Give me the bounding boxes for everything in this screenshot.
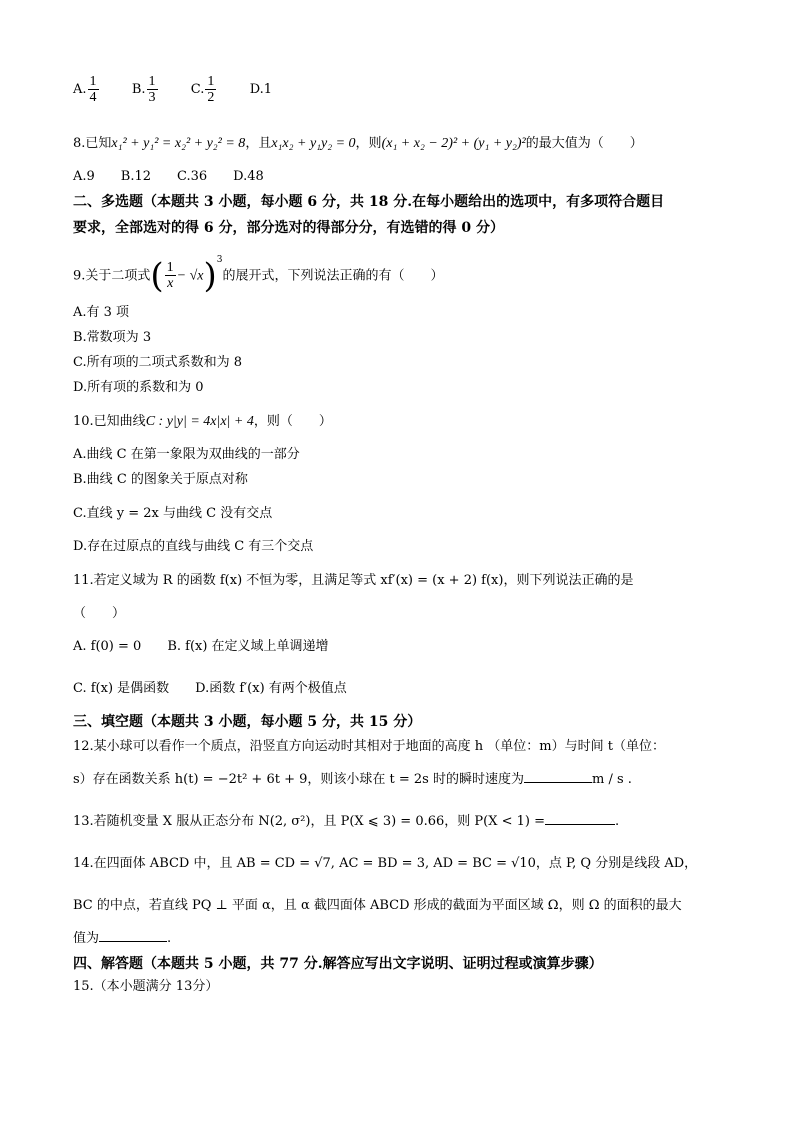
q9-suffix: 的展开式，下列说法正确的有（ ）	[222, 268, 444, 284]
q10-option-a: A.曲线 C 在第一象限为双曲线的一部分	[73, 447, 300, 462]
q9-option-b: B.常数项为 3	[73, 330, 152, 345]
q8-mid-2: ，则	[355, 136, 382, 151]
q11-option-b: B. f(x) 在定义域上单调递增	[167, 639, 329, 654]
q9-stem	[73, 252, 444, 296]
section-2-heading-line-2: 要求，全部选对的得 6 分，部分选对的得部分分，有选错的得 0 分）	[73, 220, 504, 236]
q10-option-b: B.曲线 C 的图象关于原点对称	[73, 472, 248, 487]
q7-option-a-fraction: $\frac{1}{4}$	[89, 74, 97, 105]
q8-expression: (x₁ + x₂ − 2)² + (y₁ + y₂)²	[381, 136, 526, 151]
q15-heading: 15.（本小题满分 13分）	[73, 979, 219, 994]
q12-answer-blank[interactable]	[524, 782, 592, 783]
q11-option-c: C. f(x) 是偶函数	[73, 681, 170, 696]
q11-options-cd	[73, 680, 347, 698]
q14-stem-line-1: 14.在四面体 ABCD 中，且 AB = CD = √7, AC = BD = 3, AD = BC = √10，点 P, Q 分别是线段 AD，	[73, 856, 698, 871]
q14-stem-line-2: BC 的中点，若直线 PQ ⊥ 平面 α，且 α 截四面体 ABCD 形成的截面为平面区域 Ω，则 Ω 的面积的最大	[73, 898, 682, 913]
q10-option-d: D.存在过原点的直线与曲线 C 有三个交点	[73, 539, 314, 554]
q9-option-a: A.有 3 项	[73, 305, 130, 320]
q8-prefix: 8.已知	[73, 136, 112, 151]
q12-stem-line-1: 12.某小球可以看作一个质点，沿竖直方向运动时其相对于地面的高度 h （单位：m）与时间 t（单位：	[73, 739, 665, 754]
q12-unit: m / s .	[591, 772, 632, 787]
section-2-heading-line-1: 二、多选题（本题共 3 小题，每小题 6 分，共 18 分.在每小题给出的选项中，有多项符合题目	[73, 194, 665, 210]
q9-minus-root: − √x	[176, 268, 204, 284]
q9-fraction: $\frac{1}{x}$	[166, 260, 174, 292]
q7-option-b-fraction: $\frac{1}{3}$	[148, 74, 156, 105]
section-4-heading: 四、解答题（本题共 5 小题，共 77 分.解答应写出文字说明、证明过程或演算步骤）	[73, 956, 603, 972]
q13-period: .	[615, 814, 620, 829]
q8-condition-2: x₁x₂ + y₁y₂ = 0	[271, 136, 356, 151]
q10-curve: C : y|y| = 4x|x| + 4	[145, 414, 254, 429]
q13-text: 13.若随机变量 X 服从正态分布 N(2, σ²)，且 P(X ⩽ 3) = 0.66，则 P(X < 1) =	[73, 814, 546, 829]
q12-line-2-text: s）存在函数关系 h(t) = −2t² + 6t + 9，则该小球在 t = 2s 时的瞬时速度为	[73, 772, 524, 787]
q11-stem-line-1: 11.若定义域为 R 的函数 f(x) 不恒为零，且满足等式 xf′(x) = (x + 2) f(x)，则下列说法正确的是	[73, 573, 634, 588]
q7-option-d: D.1	[249, 82, 273, 97]
q9-right-paren: )	[203, 255, 217, 296]
q10-suffix: ，则（ ）	[253, 414, 332, 429]
section-3-heading: 三、填空题（本题共 3 小题，每小题 5 分，共 15 分）	[73, 714, 422, 730]
q8-condition-1: x₁² + y₁² = x₂² + y₂² = 8	[111, 136, 246, 151]
q7-options	[73, 74, 272, 105]
q14-answer-blank[interactable]	[99, 941, 167, 942]
q10-prefix: 10.已知曲线	[73, 414, 146, 429]
q14-stem-line-3	[73, 930, 171, 948]
q9-option-c: C.所有项的二项式系数和为 8	[73, 355, 243, 370]
q7-option-c-fraction: $\frac{1}{2}$	[207, 74, 215, 105]
q10-stem	[73, 413, 332, 431]
q8-stem	[73, 135, 643, 153]
q11-option-a: A. f(0) = 0	[73, 639, 142, 654]
q12-stem-line-2	[73, 771, 632, 789]
q11-option-d: D.函数 f′(x) 有两个极值点	[195, 681, 347, 696]
q7-option-a-label: A.	[73, 82, 87, 97]
q8-mid-1: ，且	[245, 136, 272, 151]
q9-left-paren: (	[150, 255, 164, 296]
q8-options: A.9 B.12 C.36 D.48	[73, 169, 264, 184]
q11-options-ab	[73, 638, 329, 656]
q14-period: .	[167, 931, 172, 946]
q9-prefix: 9.关于二项式	[73, 268, 151, 284]
q13-stem	[73, 813, 619, 831]
q13-answer-blank[interactable]	[545, 824, 615, 825]
q11-stem-line-2: （ ）	[73, 606, 126, 621]
q7-option-c-label: C.	[190, 82, 205, 97]
q10-option-c: C.直线 y = 2x 与曲线 C 没有交点	[73, 506, 273, 521]
q9-power: 3	[216, 255, 223, 265]
q14-line-3-text: 值为	[73, 931, 100, 946]
q7-option-b-label: B.	[131, 82, 146, 97]
q9-option-d: D.所有项的系数和为 0	[73, 380, 204, 395]
q8-suffix: 的最大值为（ ）	[525, 136, 643, 151]
